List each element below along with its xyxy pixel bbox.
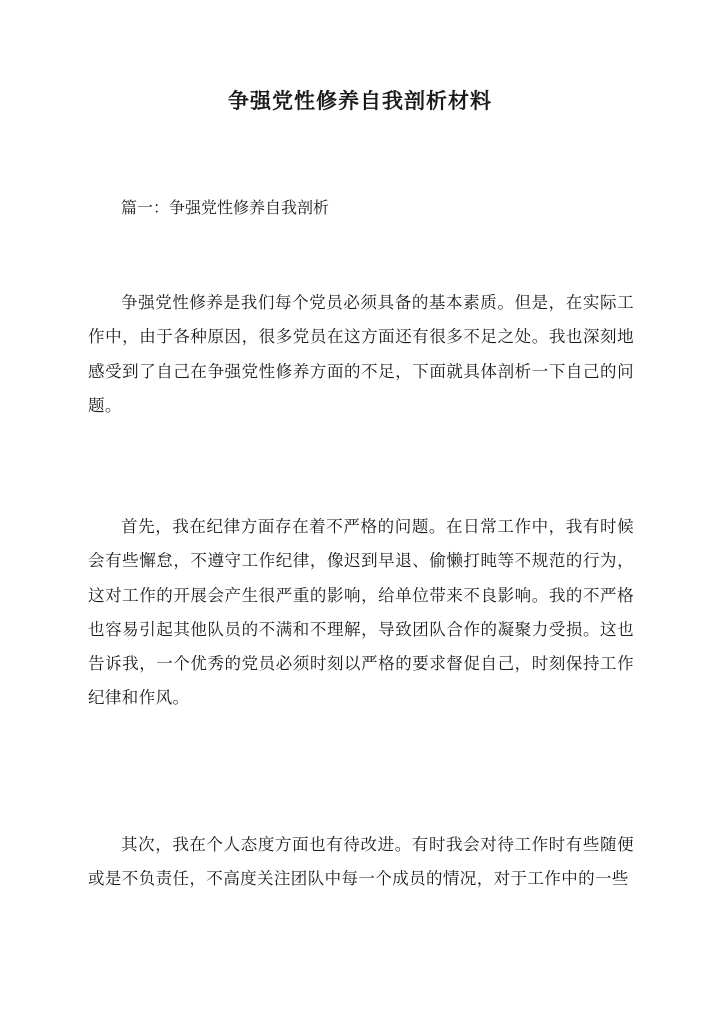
paragraph-1: 争强党性修养是我们每个党员必须具备的基本素质。但是，在实际工作中，由于各种原因，很多党员在这方面还有很多不足之处。我也深刻地感受到了自己在争强党性修养方面的不足，下面就具体剖析一下自己的问题。 [88, 293, 634, 415]
document-title: 争强党性修养自我剖析材料 [228, 88, 492, 113]
paragraph-2: 首先，我在纪律方面存在着不严格的问题。在日常工作中，我有时候会有些懈怠，不遵守工作纪律，像迟到早退、偷懒打盹等不规范的行为，这对工作的开展会产生很严重的影响，给单位带来不良影响。我的不严格也容易引起其他队员的不满和不理解，导致团队合作的凝聚力受损。这也告诉我，一个优秀的党员必须时刻以严格的要求督促自己，时刻保持工作纪律和作风。 [88, 517, 634, 708]
section-heading: 篇一：争强党性修养自我剖析 [121, 198, 330, 217]
paragraph-3: 其次，我在个人态度方面也有待改进。有时我会对待工作时有些随便或是不负责任，不高度关注团队中每一个成员的情况，对于工作中的一些 [88, 835, 634, 889]
